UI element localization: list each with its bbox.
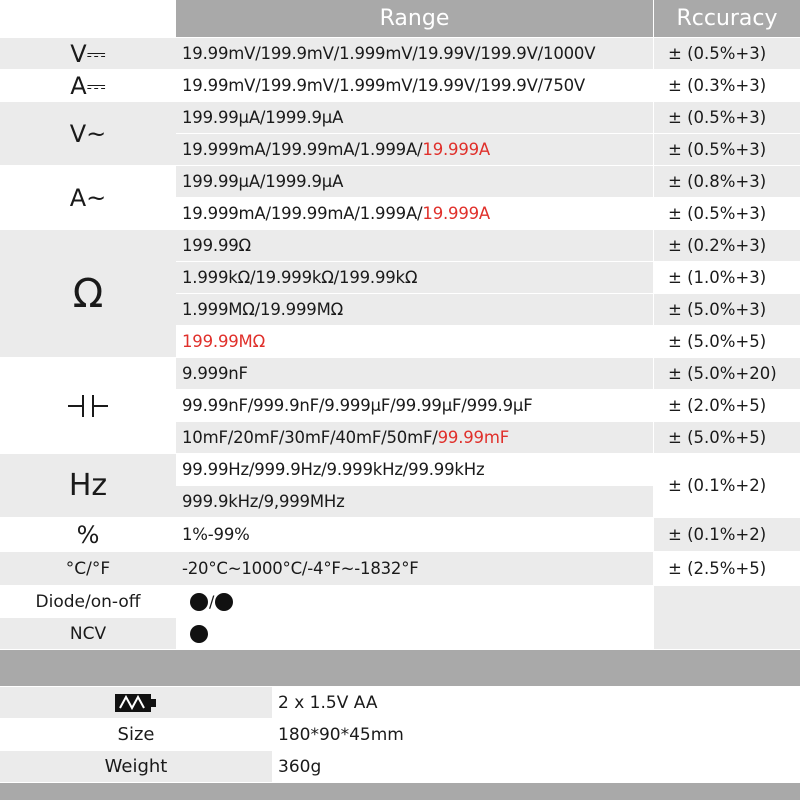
range-dc-voltage: 19.99mV/199.9mV/1.999mV/19.99V/199.9V/1000V xyxy=(176,38,653,69)
accuracy-ac-voltage-1: ± (0.5%+3) xyxy=(654,102,800,133)
label-percent: % xyxy=(0,518,176,551)
range-highlight: 99.99mF xyxy=(437,428,509,447)
range-ncv xyxy=(176,618,653,649)
range-text: 19.999mA/199.99mA/1.999A/ xyxy=(182,140,423,159)
range-frequency-2: 999.9kHz/9,999MHz xyxy=(176,486,653,517)
label-ncv: NCV xyxy=(0,618,176,649)
range-diode xyxy=(176,586,653,617)
accuracy-ac-voltage-2: ± (0.5%+3) xyxy=(654,134,800,165)
range-capacitance-2: 99.99nF/999.9nF/9.999μF/99.99μF/999.9μF xyxy=(176,390,653,421)
header-accuracy: Rccuracy xyxy=(654,0,800,37)
range-frequency-1: 99.99Hz/999.9Hz/9.999kHz/99.99kHz xyxy=(176,454,653,485)
accuracy-capacitance-1: ± (5.0%+20) xyxy=(654,358,800,389)
accuracy-frequency: ± (0.1%+2) xyxy=(654,454,800,517)
accuracy-resistance-4: ± (5.0%+5) xyxy=(654,326,800,357)
accuracy-resistance-2: ± (1.0%+3) xyxy=(654,262,800,293)
range-ac-current-2 xyxy=(176,198,653,229)
spec-value-size: 180*90*45mm xyxy=(272,719,800,750)
range-temperature: -20°C~1000°C/-4°F~-1832°F xyxy=(176,552,653,585)
range-capacitance-1: 9.999nF xyxy=(176,358,653,389)
accuracy-ac-current-2: ± (0.5%+3) xyxy=(654,198,800,229)
header-blank xyxy=(0,0,176,37)
capacitor-icon xyxy=(68,393,108,419)
accuracy-temperature: ± (2.5%+5) xyxy=(654,552,800,585)
range-resistance-2: 1.999kΩ/19.999kΩ/199.99kΩ xyxy=(176,262,653,293)
accuracy-capacitance-3: ± (5.0%+5) xyxy=(654,422,800,453)
battery-icon xyxy=(114,693,158,713)
range-resistance-4 xyxy=(176,326,653,357)
label-ac-voltage: V~ xyxy=(0,102,176,165)
accuracy-capacitance-2: ± (2.0%+5) xyxy=(654,390,800,421)
supported-dot xyxy=(190,593,208,611)
range-text: 19.999mA/199.99mA/1.999A/ xyxy=(182,204,423,223)
supported-dot xyxy=(215,593,233,611)
spec-label-battery xyxy=(0,687,272,718)
label-frequency: Hz xyxy=(0,454,176,517)
range-dc-current: 19.99mV/199.9mV/1.999mV/19.99V/199.9V/750V xyxy=(176,70,653,101)
range-resistance-1: 199.99Ω xyxy=(176,230,653,261)
range-ac-current-1: 199.99μA/1999.9μA xyxy=(176,166,653,197)
accuracy-dc-current: ± (0.3%+3) xyxy=(654,70,800,101)
accuracy-ac-current-1: ± (0.8%+3) xyxy=(654,166,800,197)
label-capacitance xyxy=(0,358,176,453)
spec-label-weight: Weight xyxy=(0,751,272,782)
range-capacitance-3 xyxy=(176,422,653,453)
spec-label-size: Size xyxy=(0,719,272,750)
slash: / xyxy=(209,592,215,611)
label-resistance: Ω xyxy=(0,230,176,357)
spec-value-battery: 2 x 1.5V AA xyxy=(272,687,800,718)
range-text: 10mF/20mF/30mF/40mF/50mF/ xyxy=(182,428,438,447)
accuracy-percent: ± (0.1%+2) xyxy=(654,518,800,551)
footer-band xyxy=(0,783,800,800)
range-highlight: 19.999A xyxy=(422,140,491,159)
range-ac-voltage-1: 199.99μA/1999.9μA xyxy=(176,102,653,133)
header-range: Range xyxy=(176,0,653,37)
accuracy-resistance-3: ± (5.0%+3) xyxy=(654,294,800,325)
section-divider xyxy=(0,650,800,686)
accuracy-dc-voltage: ± (0.5%+3) xyxy=(654,38,800,69)
label-dc-voltage: V⎓ xyxy=(0,38,176,69)
label-diode: Diode/on-off xyxy=(0,586,176,617)
range-highlight: 199.99MΩ xyxy=(182,332,265,351)
range-percent: 1%-99% xyxy=(176,518,653,551)
range-highlight: 19.999A xyxy=(422,204,491,223)
range-ac-voltage-2 xyxy=(176,134,653,165)
range-resistance-3: 1.999MΩ/19.999MΩ xyxy=(176,294,653,325)
label-temperature: °C/°F xyxy=(0,552,176,585)
label-dc-current: A⎓ xyxy=(0,70,176,101)
accuracy-resistance-1: ± (0.2%+3) xyxy=(654,230,800,261)
supported-dot xyxy=(190,625,208,643)
spec-value-weight: 360g xyxy=(272,751,800,782)
accuracy-empty xyxy=(654,586,800,649)
label-ac-current: A~ xyxy=(0,166,176,229)
